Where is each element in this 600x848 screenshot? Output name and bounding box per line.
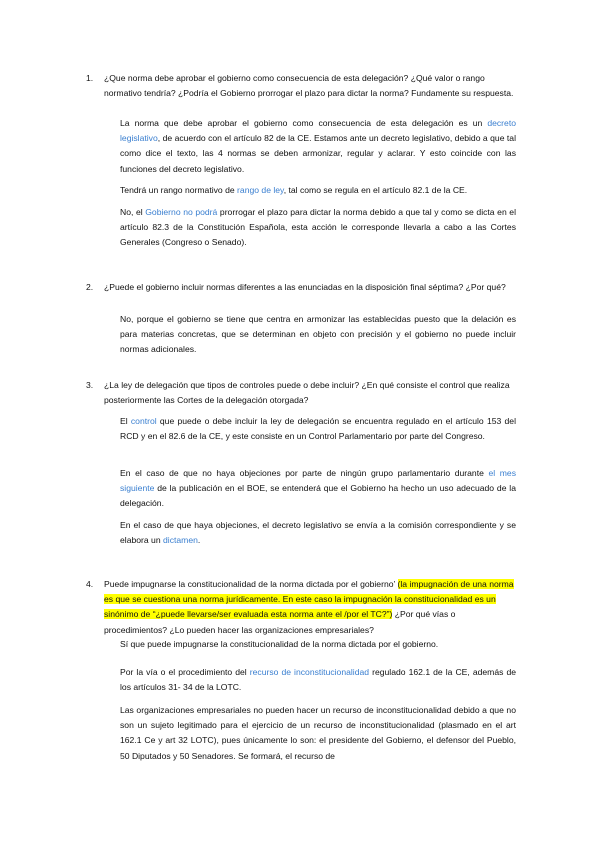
keyword-link[interactable]: el mes siguiente bbox=[120, 468, 516, 494]
answer-paragraph bbox=[120, 414, 516, 444]
question-2 bbox=[86, 280, 516, 295]
paragraph-text: prorrogar el plazo para dictar la norma debido a que tal y como se dicta en el artículo 82.3 de la Constitución Española, esta acción le corresponde llevarla a cabo a las Cortes Generales (Congreso o Senado). bbox=[120, 207, 516, 248]
keyword-link[interactable]: recurso de inconstitucionalidad bbox=[249, 667, 370, 677]
answer-paragraph: Las organizaciones empresariales no pueden hacer un recurso de inconstitucionalidad debido a que no son un sujeto legitimado para el ejercicio de un recurso de inconstitucionalidad (plasmado en el art 162.1 Ce y art 32 LOTC), pues únicamente lo son: el presidente del Gobierno, el defensor del Pueblo, 50 Diputados y 50 Senadores. Se formará, el recurso de bbox=[120, 705, 516, 761]
keyword-link[interactable]: dictamen bbox=[163, 535, 198, 546]
answer-paragraph bbox=[120, 116, 516, 177]
paragraph-text: regulado 162.1 de la CE, además de los artículos 31- 34 de la LOTC. bbox=[120, 667, 517, 693]
question-text-part: Puede impugnarse la constitucionalidad de la norma dictada por el gobierno’ bbox=[104, 579, 398, 589]
paragraph-text: No, el bbox=[120, 207, 146, 217]
paragraph-text: La norma que debe aprobar el gobierno como consecuencia de esta delegación es un bbox=[120, 118, 488, 128]
question-number: 2. bbox=[86, 282, 94, 292]
answer-paragraph bbox=[120, 665, 516, 695]
question-number: 1. bbox=[86, 73, 94, 83]
paragraph-text: En el caso de que no haya objeciones por parte de ningún grupo parlamentario durante bbox=[120, 468, 489, 478]
highlighted-text: (la impugnación de una norma es que se cuestiona una norma jurídicamente. En este caso la impugnación la constitucionalidad es un sinónimo de “¿puede llevarse/ser evaluada esta norma ante el /por el TC?”) bbox=[104, 579, 514, 620]
paragraph-text: Por la vía o el procedimiento del bbox=[120, 667, 250, 677]
paragraph-text: de la publicación en el BOE, se entenderá que el Gobierno ha hecho un uso adecuado de la delegación. bbox=[120, 483, 516, 509]
question-text-part: ¿Por qué vías o procedimientos? ¿Lo pueden hacer las organizaciones empresariales? bbox=[104, 609, 456, 635]
answer-paragraph bbox=[120, 518, 516, 548]
paragraph-text: , tal como se regula en el artículo 82.1 de la CE. bbox=[283, 185, 468, 195]
keyword-link[interactable]: control bbox=[130, 416, 157, 426]
paragraph-text: que puede o debe incluir la ley de delegación se encuentra regulado en el artículo 153 del RCD y en el 82.6 de la CE, y este consiste en un Control Parlamentario por parte del Congreso. bbox=[120, 416, 516, 442]
answer-paragraph bbox=[120, 205, 516, 251]
paragraph-text: , de acuerdo con el artículo 82 de la CE. Estamos ante un decreto legislativo, debido a que tal como dice el texto, las 4 normas se deben armonizar, regular y aclarar. Y esto coincide con las funciones del decreto legislativo. bbox=[120, 133, 516, 174]
answer-paragraph bbox=[120, 183, 516, 198]
question-number: 3. bbox=[86, 380, 94, 390]
keyword-link[interactable]: Gobierno no podrá bbox=[145, 207, 218, 217]
question-3 bbox=[86, 378, 516, 408]
keyword-link[interactable]: rango de ley bbox=[237, 185, 284, 195]
paragraph-text: Tendrá un rango normativo de bbox=[120, 185, 238, 195]
question-text: ¿La ley de delegación que tipos de controles puede o debe incluir? ¿En qué consiste el control que realiza posteriormente las Cortes de la delegación otorgada? bbox=[104, 380, 510, 406]
question-text: ¿Que norma debe aprobar el gobierno como consecuencia de esta delegación? ¿Qué valor o rango normativo tendría? ¿Podría el Gobierno prorrogar el plazo para dictar la norma? Fundamente su respuesta. bbox=[104, 73, 514, 99]
question-text: ¿Puede el gobierno incluir normas diferentes a las enunciadas en la disposición final séptima? ¿Por qué? bbox=[104, 282, 506, 292]
question-number: 4. bbox=[86, 579, 94, 589]
answer-paragraph bbox=[120, 466, 516, 512]
keyword-link[interactable]: decreto legislativo bbox=[120, 118, 516, 144]
question-4 bbox=[86, 577, 516, 638]
answer-paragraph: Sí que puede impugnarse la constitucionalidad de la norma dictada por el gobierno. bbox=[120, 639, 439, 649]
question-1 bbox=[86, 71, 516, 101]
paragraph-text: El bbox=[120, 416, 131, 426]
paragraph-text: . bbox=[197, 535, 201, 546]
answer-paragraph: No, porque el gobierno se tiene que centra en armonizar las establecidas puesto que la delación es para materias concretas, que se determinan en objeto con precisión y el gobierno no puede incluir normas adicionales. bbox=[120, 314, 516, 355]
paragraph-text: En el caso de que haya objeciones, el decreto legislativo se envía a la comisión correspondiente y se elabora un bbox=[120, 520, 516, 546]
question-text bbox=[104, 577, 516, 638]
